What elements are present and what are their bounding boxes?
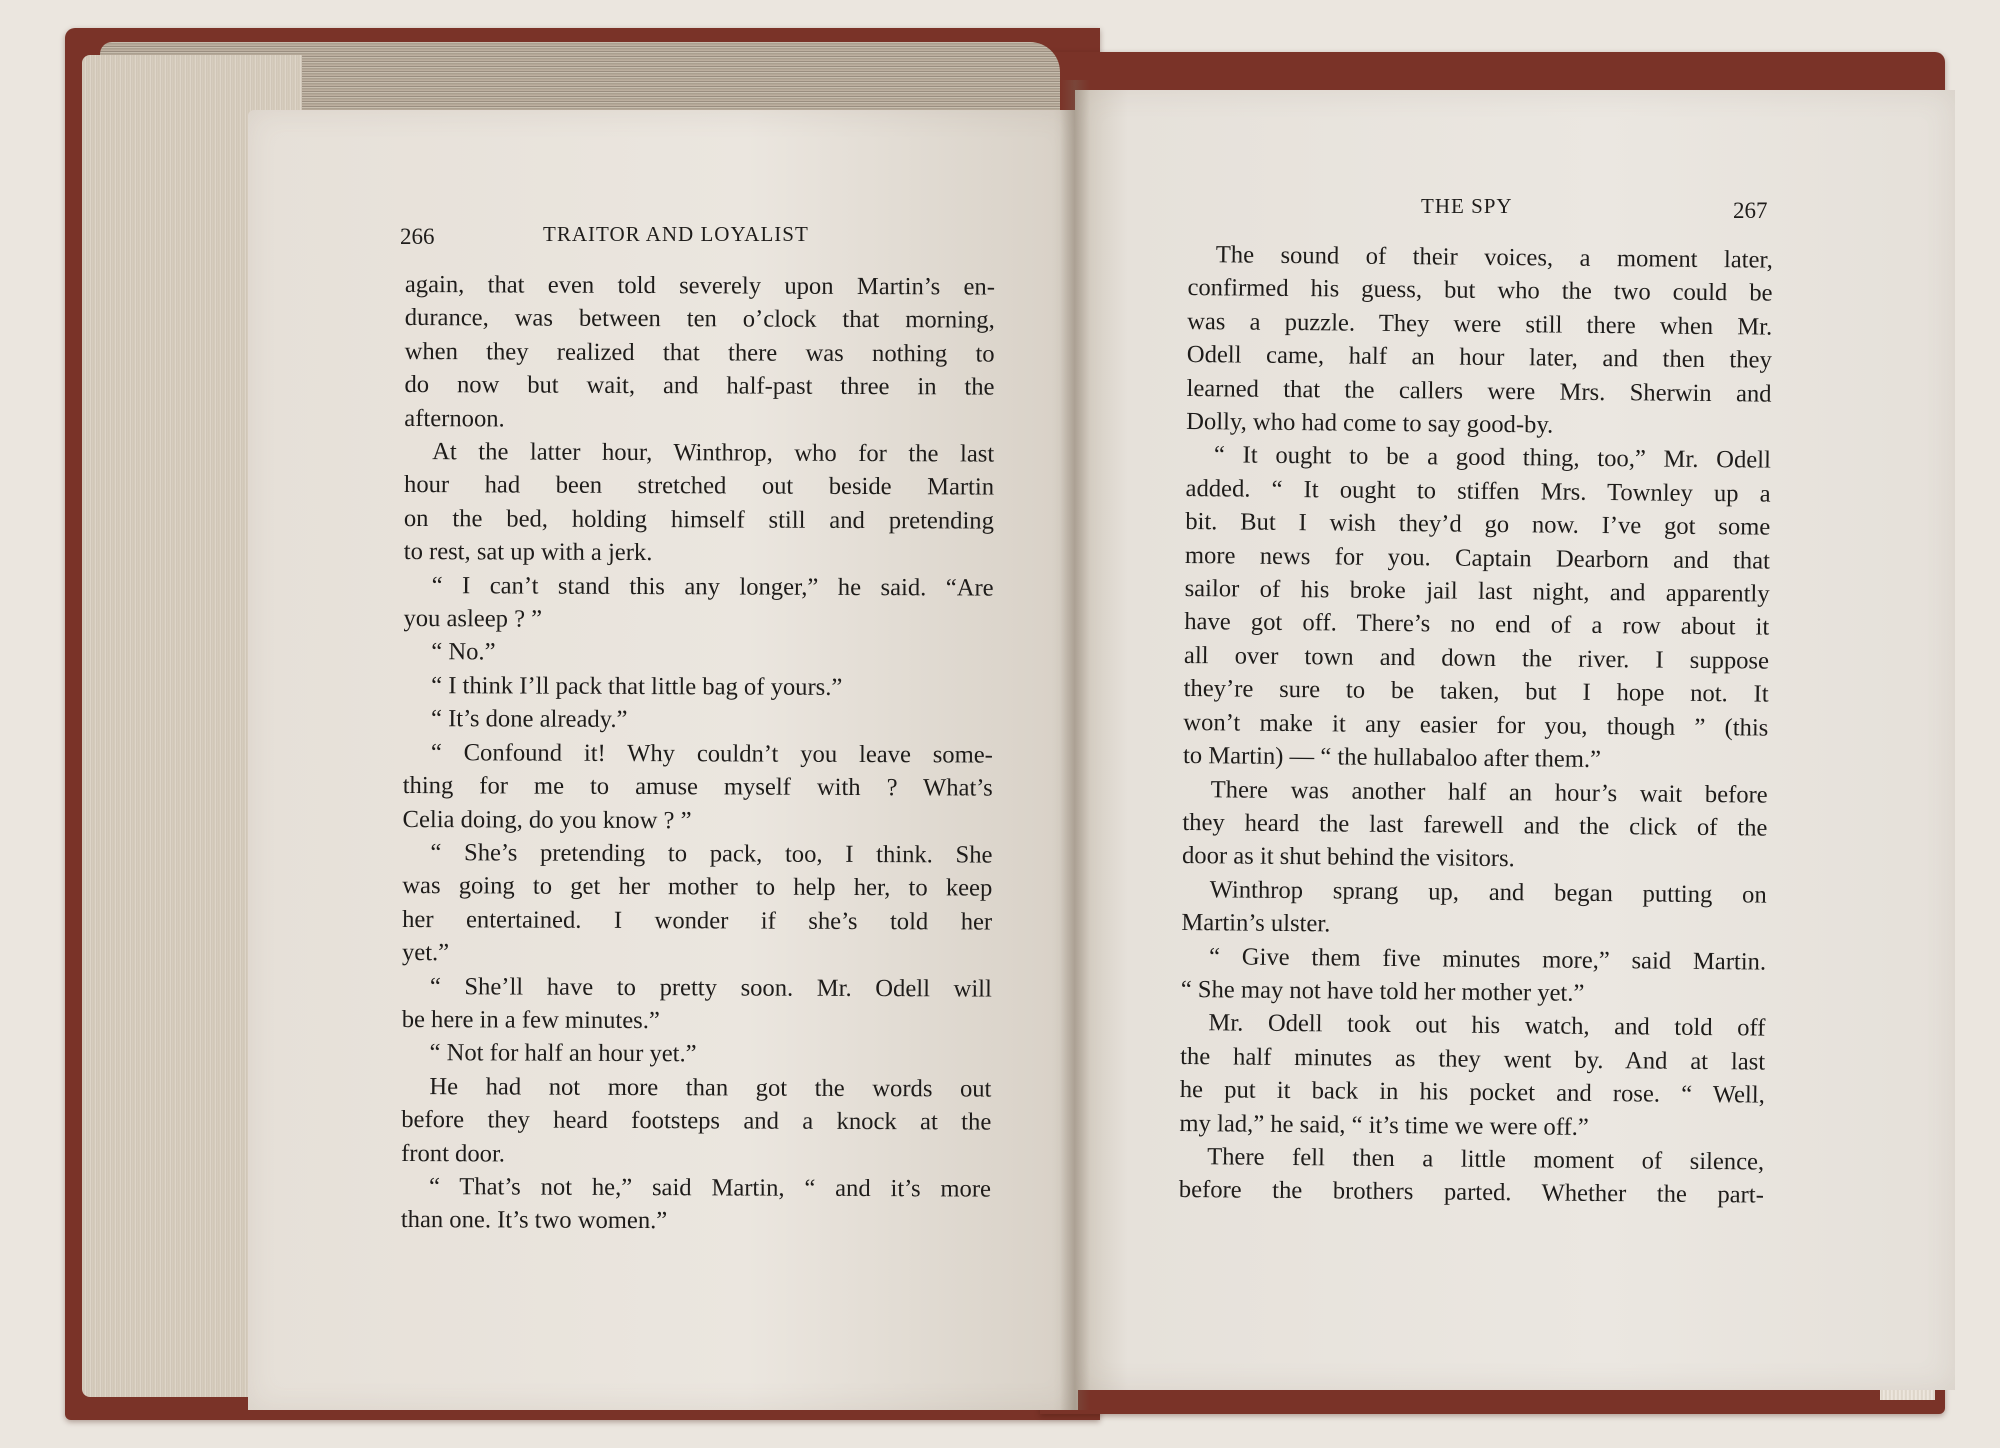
- text-line: “ That’s not he,” said Martin, “ and it’s more: [428, 1173, 992, 1203]
- text-line: Mr. Odell took out his watch, and told off: [1208, 1009, 1766, 1042]
- text-line: when they realized that there was nothing to: [404, 337, 995, 368]
- text-line: Odell came, half an hour later, and then they: [1186, 341, 1772, 374]
- text-line: He had not more than got the words out: [429, 1072, 992, 1103]
- text-line: “ Not for half an hour yet.”: [429, 1039, 697, 1068]
- text-line: There fell then a little moment of silence,: [1207, 1143, 1765, 1176]
- left-page-number: 266: [400, 224, 435, 249]
- text-line: her entertained. I wonder if she’s told her: [402, 905, 993, 936]
- text-line: they’re sure to be taken, but I hope not. It: [1183, 675, 1769, 708]
- text-line: Martin’s ulster.: [1181, 909, 1331, 938]
- text-line: do now but wait, and half-past three in the: [404, 371, 995, 401]
- text-line: to Martin) — “ the hullabaloo after them.”: [1182, 742, 1602, 774]
- text-line: At the latter hour, Winthrop, who for the last: [432, 438, 995, 468]
- text-line: all over town and down the river. I suppose: [1183, 641, 1770, 675]
- text-line: be here in a few minutes.”: [401, 1005, 660, 1035]
- text-line: There was another half an hour’s wait before: [1210, 775, 1768, 809]
- text-line: before the brothers parted. Whether the part-: [1178, 1176, 1764, 1209]
- text-line: again, that even told severely upon Martin’s en-: [404, 270, 995, 301]
- text-line: the half minutes as they went by. And at last: [1180, 1042, 1766, 1076]
- text-line: confirmed his guess, but who the two could be: [1187, 274, 1773, 308]
- text-line: hour had been stretched out beside Martin: [403, 471, 995, 502]
- text-line: yet.”: [401, 939, 450, 967]
- text-line: door as it shut behind the visitors.: [1181, 842, 1515, 873]
- text-line: sailor of his broke jail last night, and apparently: [1184, 575, 1770, 608]
- text-line: “ Confound it! Why couldn’t you leave some-: [430, 738, 993, 769]
- text-line: he put it back in his pocket and rose. “ Well,: [1179, 1076, 1765, 1109]
- left-running-head: TRAITOR AND LOYALIST: [543, 222, 809, 246]
- text-line: “ Give them five minutes more,” said Martin.: [1208, 942, 1767, 976]
- text-line: have got off. There’s no end of a row about it: [1184, 608, 1770, 642]
- text-line: “ No.”: [431, 638, 496, 666]
- right-page-number: 267: [1733, 198, 1768, 223]
- text-line: Dolly, who had come to say good-by.: [1186, 408, 1554, 439]
- text-line: learned that the callers were Mrs. Sherwin and: [1186, 374, 1772, 408]
- left-page-body: [401, 268, 995, 1239]
- text-line: than one. It’s two women.”: [400, 1206, 668, 1235]
- right-running-head: THE SPY: [1421, 194, 1513, 218]
- text-line: afternoon.: [404, 404, 505, 433]
- text-line: was going to get her mother to help her, to keep: [402, 872, 993, 902]
- text-line: was a puzzle. They were still there when Mr.: [1187, 307, 1773, 341]
- text-line: front door.: [401, 1139, 506, 1168]
- right-page-body: [1179, 238, 1773, 1212]
- text-line: “ She may not have told her mother yet.”: [1180, 975, 1585, 1007]
- text-line: more news for you. Captain Dearborn and that: [1184, 541, 1771, 575]
- text-line: added. “ It ought to stiffen Mrs. Townley up a: [1185, 474, 1771, 508]
- text-line: before they heard footsteps and a knock at the: [401, 1106, 992, 1136]
- text-line: “ It’s done already.”: [430, 705, 628, 734]
- text-line: on the bed, holding himself still and pretending: [403, 504, 994, 535]
- text-line: they heard the last farewell and the click of the: [1182, 808, 1768, 842]
- text-line: Celia doing, do you know ? ”: [402, 805, 692, 834]
- text-line: Winthrop sprang up, and began putting on: [1209, 875, 1767, 909]
- text-line: thing for me to amuse myself with ? What’s: [402, 772, 993, 802]
- text-line: “ I think I’ll pack that little bag of yours.”: [431, 671, 843, 701]
- text-line: “ It ought to be a good thing, too,” Mr. Odell: [1213, 441, 1772, 475]
- text-line: “ I can’t stand this any longer,” he said. “Are: [431, 571, 994, 602]
- text-line: you asleep ? ”: [403, 605, 543, 633]
- text-line: durance, was between ten o’clock that morning,: [404, 304, 995, 334]
- text-line: to rest, sat up with a jerk.: [403, 538, 653, 567]
- text-line: my lad,” he said, “ it’s time we were off.”: [1179, 1109, 1589, 1141]
- text-line: won’t make it any easier for you, though ” (this: [1183, 708, 1769, 742]
- text-line: The sound of their voices, a moment later,: [1215, 241, 1773, 274]
- text-line: “ She’ll have to pretty soon. Mr. Odell will: [429, 972, 992, 1003]
- text-line: bit. But I wish they’d go now. I’ve got some: [1185, 508, 1771, 541]
- book-gutter: [1060, 80, 1090, 1410]
- text-line: “ She’s pretending to pack, too, I think. She: [430, 839, 993, 869]
